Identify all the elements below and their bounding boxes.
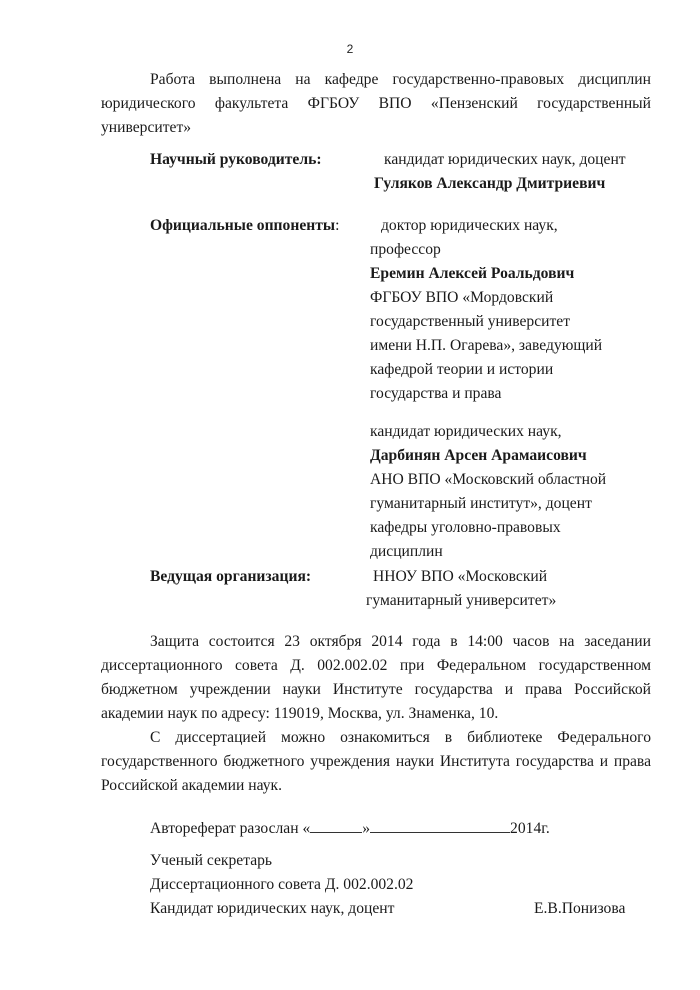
secretary-line: Кандидат юридических наук, доцент [150, 900, 395, 917]
opponents-label [150, 214, 339, 238]
opponent-1-affiliation-line: кафедрой теории и истории [370, 361, 554, 378]
opponents-label-colon: : [335, 217, 340, 234]
supervisor-label [150, 148, 322, 172]
leading-org-line: ННОУ ВПО «Московский [373, 568, 548, 585]
secretary-line: Ученый секретарь [150, 852, 273, 869]
opponent-1-degree: доктор юридических наук, [381, 217, 558, 234]
page-number: 2 [346, 42, 354, 56]
leading-org-line: гуманитарный университет» [366, 592, 557, 609]
leading-org-label-text: Ведущая организация: [150, 568, 312, 585]
supervisor-degree: кандидат юридических наук, доцент [384, 151, 626, 168]
library-paragraph [101, 726, 651, 798]
opponent-1-affiliation-line: государства и права [370, 385, 502, 402]
secretary-line: Диссертационного совета Д. 002.002.02 [150, 876, 414, 893]
opponent-1-affiliation-line: государственный университет [370, 313, 571, 330]
secretary-name: Е.В.Понизова [534, 900, 626, 917]
opponent-1-affiliation-line: имени Н.П. Огарева», заведующий [370, 337, 603, 354]
sent-day-blank [310, 818, 362, 833]
sent-month-blank [370, 818, 510, 833]
opponent-1-name: Еремин Алексей Роальдович [370, 265, 575, 282]
defense-paragraph [101, 630, 651, 726]
defense-text: Защита состоится 23 октября 2014 года в 14:00 часов на заседании диссертационного совета Д. 002.002.02 при Федеральном государственном бюджетном учреждении науки Институте государства и права Российской академии наук по адресу: 119019, Москва, ул. Знаменка, 10. [101, 633, 651, 722]
opponent-2-affiliation-line: гуманитарный институт», доцент [370, 495, 592, 512]
sent-prefix: Автореферат разослан « [150, 820, 311, 837]
supervisor-name: Гуляков Александр Дмитриевич [374, 175, 606, 192]
library-text: С диссертацией можно ознакомиться в библиотеке Федерального государственного бюджетного учреждения науки Института государства и права Российской академии наук. [101, 729, 651, 794]
sent-mid: » [362, 820, 371, 837]
sent-suffix: 2014г. [510, 820, 550, 837]
supervisor-label-text: Научный руководитель: [150, 151, 322, 168]
opponent-1-affiliation-line: ФГБОУ ВПО «Мордовский [370, 289, 554, 306]
opponent-2-affiliation-line: АНО ВПО «Московский областной [370, 471, 607, 488]
sent-line [150, 817, 550, 841]
leading-org-label [150, 565, 311, 589]
opponent-2-name: Дарбинян Арсен Арамаисович [370, 447, 587, 464]
opponents-label-text: Официальные оппоненты [150, 217, 336, 234]
opponent-1-title: профессор [370, 241, 441, 258]
opponent-2-degree: кандидат юридических наук, [370, 423, 562, 440]
opponent-2-affiliation-line: кафедры уголовно-правовых [370, 519, 561, 536]
intro-text: Работа выполнена на кафедре государственно-правовых дисциплин юридического факультета ФГБОУ ВПО «Пензенский государственный университет» [101, 71, 651, 136]
opponent-2-affiliation-line: дисциплин [370, 543, 443, 560]
intro-paragraph [101, 68, 651, 140]
